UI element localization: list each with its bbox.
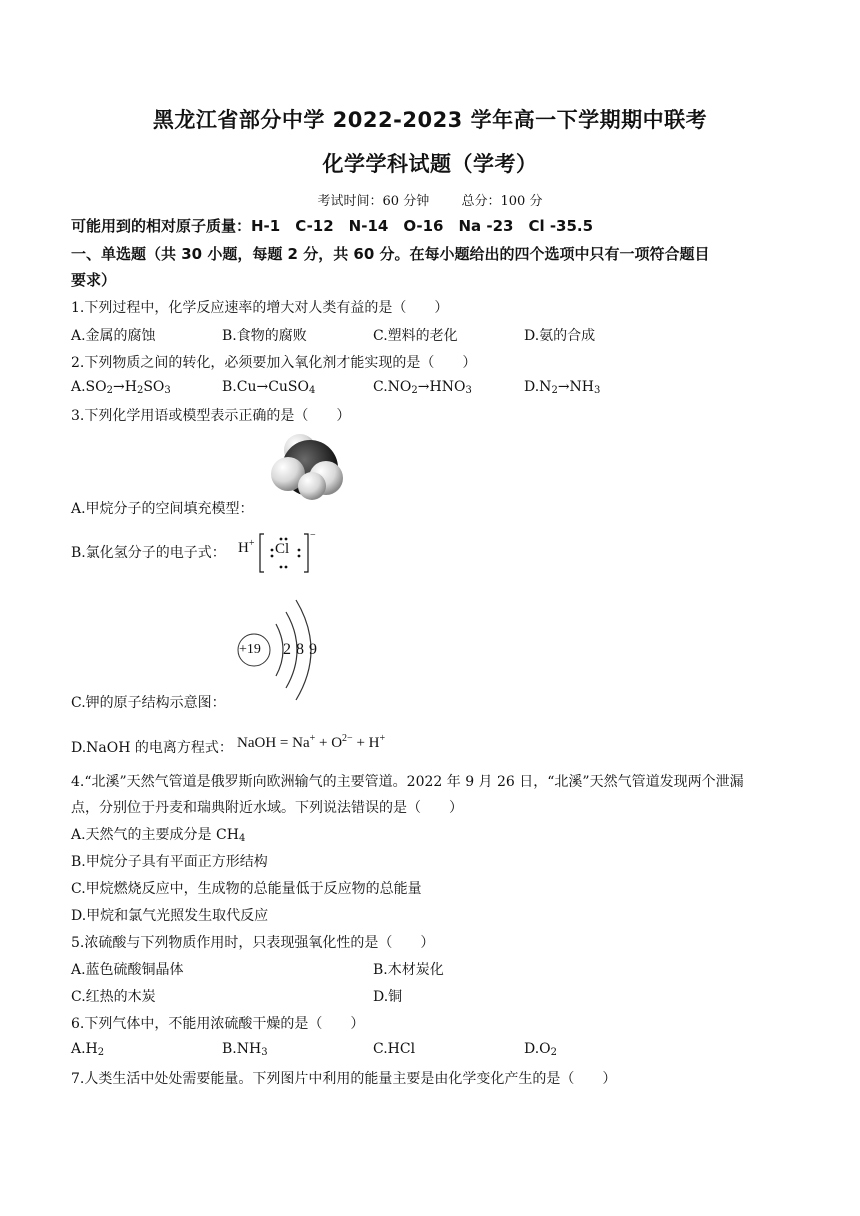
methane-space-filling-model <box>270 428 350 500</box>
q3-stem: 3.下列化学用语或模型表示正确的是（ ） <box>71 408 351 424</box>
q5-option-b: B.木材炭化 <box>373 962 444 978</box>
q4-option-d: D.甲烷和氯气光照发生取代反应 <box>71 908 269 924</box>
q6-option-a: $A.H_2$ <box>71 1041 105 1058</box>
naoh-ionization-equation: NaOH = $Na^+ + O^{2-} + H^+$ <box>237 733 386 751</box>
hcl-formula-h: H+ <box>238 538 255 556</box>
q4-stem-line1: 4.“北溪”天然气管道是俄罗斯向欧洲输气的主要管道。2022 年 9 月 26 日，“北溪”天然气管道发现两个泄漏 <box>71 774 744 790</box>
q4-option-c: C.甲烷燃烧反应中，生成物的总能量低于反应物的总能量 <box>71 881 422 897</box>
potassium-shell-1: 2 <box>283 641 291 658</box>
hcl-formula-cl: Cl <box>275 541 290 557</box>
q4-option-b: B.甲烷分子具有平面正方形结构 <box>71 854 268 870</box>
q4-option-a: A.天然气的主要成分是 $CH_4$ <box>71 827 246 844</box>
exam-info <box>0 190 860 209</box>
q5-option-c: C.红热的木炭 <box>71 989 156 1005</box>
q3-option-b: B.氯化氢分子的电子式： <box>71 545 226 561</box>
q2-option-c: $C.NO_2\to HNO_3$ <box>373 379 472 396</box>
q2-stem: 2.下列物质之间的转化，必须要加入氧化剂才能实现的是（ ） <box>71 355 477 371</box>
potassium-shell-2: 8 <box>296 641 304 658</box>
q2-option-a: $A.SO_2\to H_2SO_3$ <box>71 379 171 396</box>
q2-option-d: $D.N_2\to NH_3$ <box>524 379 601 396</box>
exam-title-line2: 化学学科试题（学考） <box>322 152 538 176</box>
q3-option-d: D.NaOH 的电离方程式： <box>71 740 233 756</box>
q3-option-a: A.甲烷分子的空间填充模型： <box>71 501 254 517</box>
potassium-shell-3: 9 <box>309 641 317 658</box>
q6-option-d: $D.O_2$ <box>524 1041 558 1058</box>
total-score: 总分：100 分 <box>461 194 543 209</box>
section1-heading-line1: 一、单选题（共 30 小题，每题 2 分，共 60 分。在每小题给出的四个选项中只有一项符合题目 <box>71 245 710 263</box>
q5-stem: 5.浓硫酸与下列物质作用时，只表现强氧化性的是（ ） <box>71 935 435 951</box>
q1-option-a: A.金属的腐蚀 <box>71 328 156 344</box>
q6-option-b: $B.NH_3$ <box>222 1041 268 1058</box>
q5-option-a: A.蓝色硫酸铜晶体 <box>71 962 184 978</box>
q5-option-d: D.铜 <box>373 989 403 1005</box>
q3-option-c: C.钾的原子结构示意图： <box>71 695 226 711</box>
q6-option-c: C.HCl <box>373 1041 416 1057</box>
exam-time: 考试时间：60 分钟 <box>317 194 430 209</box>
exam-title-line1: 黑龙江省部分中学 2022-2023 学年高一下学期期中联考 <box>152 108 708 132</box>
q6-stem: 6.下列气体中，不能用浓硫酸干燥的是（ ） <box>71 1016 365 1032</box>
section1-heading-line2: 要求） <box>71 271 117 289</box>
q7-stem: 7.人类生活中处处需要能量。下列图片中利用的能量主要是由化学变化产生的是（ ） <box>71 1071 617 1087</box>
svg-text:−: − <box>310 530 316 541</box>
q2-option-b: B.Cu→CuSO$_4$ <box>222 379 316 396</box>
q1-option-c: C.塑料的老化 <box>373 328 458 344</box>
atomic-masses: 可能用到的相对原子质量：H-1 C-12 N-14 O-16 Na -23 Cl -35.5 <box>71 217 594 235</box>
q1-stem: 1.下列过程中，化学反应速率的增大对人类有益的是（ ） <box>71 300 449 316</box>
q1-option-b: B.食物的腐败 <box>222 328 307 344</box>
q4-stem-line2: 点，分别位于丹麦和瑞典附近水域。下列说法错误的是（ ） <box>71 800 463 816</box>
potassium-nucleus-charge: +19 <box>239 642 261 657</box>
q1-option-d: D.氨的合成 <box>524 328 596 344</box>
